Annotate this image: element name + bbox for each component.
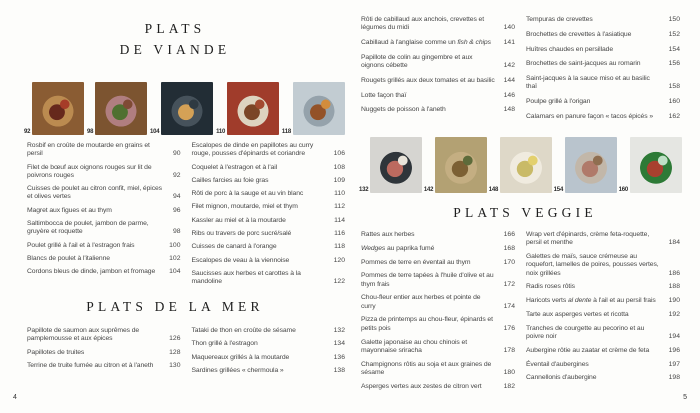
photo-item [554, 137, 617, 193]
dish-photo-roti-de-porc-plat-fond-rouge [227, 82, 279, 135]
dish-page-number: 182 [503, 382, 515, 390]
dish-page-number: 162 [668, 112, 680, 120]
toc-entry [27, 268, 181, 276]
dish-page-number: 120 [333, 256, 345, 264]
dish-title: Tataki de thon en croûte de sésame [191, 327, 296, 334]
dish-page-number: 180 [503, 368, 515, 376]
dish-title: Cailles farcies au foie gras [191, 176, 269, 184]
toc-entry [361, 16, 515, 33]
dish-photo-tataki-de-thon-assiette-noire [370, 137, 422, 193]
dish-page-number: 141 [503, 39, 515, 47]
dish-page-number: 196 [668, 346, 680, 354]
toc-entry [526, 297, 680, 305]
dish-page-number: 96 [172, 206, 181, 214]
viande-photo-strip [24, 82, 345, 135]
dish-title: Wrap vert d'épinards, crème feta-roquette, persil et menthe [526, 231, 650, 247]
toc-entry [27, 349, 181, 357]
dish-title: Haricots verts al dente à l'ail et au persil frais [526, 297, 656, 305]
toc-entry [27, 142, 181, 159]
toc-entry [526, 46, 680, 54]
toc-entry [526, 31, 680, 39]
dish-page-number: 112 [334, 203, 345, 211]
dish-title: Calamars en panure façon « tacos épicés » [526, 112, 654, 120]
dish-title: Magret aux figues et au thym [27, 206, 112, 214]
photo-page-number: 104 [149, 129, 160, 135]
dish-page-number: 98 [172, 228, 181, 236]
folio-right: 5 [683, 394, 687, 401]
toc-entry [526, 231, 680, 248]
toc-entry [361, 316, 515, 333]
dish-page-number: 148 [503, 106, 515, 114]
dish-page-number: 132 [333, 327, 345, 334]
mer-photo-strip [359, 137, 682, 193]
dish-page-number: 144 [503, 76, 515, 84]
toc-entry [192, 203, 346, 211]
dish-page-number: 146 [503, 91, 515, 99]
toc-entry [361, 92, 515, 100]
dish-title: Filet de bœuf aux oignons rouges sur lit de poivrons rouges [27, 163, 152, 179]
toc-column [27, 142, 181, 291]
dish-title: Saint-jacques à la sauce miso et au basilic thaï [526, 75, 650, 91]
dish-page-number: 192 [668, 310, 680, 318]
toc-entry [526, 253, 680, 278]
dish-title: Cordons bleus de dinde, jambon et fromage [27, 268, 156, 276]
dish-page-number: 152 [668, 30, 680, 38]
toc-entry [361, 106, 515, 114]
dish-page-number: 122 [333, 278, 345, 286]
dish-page-number: 160 [668, 98, 680, 106]
toc-entry [361, 245, 515, 253]
dish-title: Huîtres chaudes en persillade [526, 45, 614, 53]
dish-title: Maquereaux grillés à la moutarde [191, 353, 290, 361]
dish-page-number: 174 [503, 302, 515, 310]
toc-entry [192, 354, 346, 362]
dish-page-number: 150 [668, 16, 680, 23]
dish-title: Brochettes de saint-jacques au romarin [526, 60, 641, 68]
toc-entry [526, 16, 680, 24]
dish-page-number: 168 [503, 244, 515, 252]
dish-page-number: 102 [169, 254, 181, 262]
photo-item [282, 82, 345, 135]
dish-title: Brochettes de crevettes à l'asiatique [526, 30, 632, 38]
dish-page-number: 104 [169, 268, 181, 276]
dish-title: Papillote de colin au gingembre et aux oignons cébette [361, 53, 473, 70]
dish-page-number: 184 [668, 239, 680, 247]
photo-page-number: 98 [86, 129, 94, 135]
dish-page-number: 190 [668, 297, 680, 305]
photo-item [489, 137, 552, 193]
dish-title: Rattes aux herbes [361, 231, 415, 238]
toc-entry [192, 177, 346, 185]
dish-page-number: 142 [503, 62, 515, 70]
toc-entry [27, 220, 181, 237]
dish-title: Poulet grillé à l'ail et à l'estragon frais [27, 241, 135, 249]
section-title-line: PLATS [144, 21, 206, 36]
photo-page-number: 110 [216, 129, 226, 135]
toc-entry [192, 217, 346, 225]
right-page [350, 0, 700, 413]
dish-title: Cuisses de poulet au citron confit, miel, épices et olives vertes [27, 185, 162, 201]
dish-title: Filet mignon, moutarde, miel et thym [191, 203, 298, 211]
dish-page-number: 197 [668, 360, 680, 368]
toc-entry [526, 113, 680, 121]
photo-page-number: 118 [281, 129, 291, 135]
dish-page-number: 170 [503, 258, 515, 266]
dish-title: Cabillaud à l'anglaise comme un fish & chips [361, 39, 491, 47]
toc-column [192, 327, 346, 380]
dish-page-number: 92 [172, 171, 181, 179]
toc-entry [192, 367, 346, 375]
dish-page-number: 178 [503, 346, 515, 354]
toc-entry [526, 60, 680, 68]
dish-photo-poulpe-grille-plat-vert [630, 137, 682, 193]
dish-title: Tempuras de crevettes [526, 16, 593, 23]
dish-page-number: 138 [333, 366, 345, 374]
dish-title: Poulpe grillé à l'origan [526, 98, 591, 106]
dish-title: Terrine de truite fumée au citron et à l'aneth [27, 361, 154, 369]
dish-page-number: 130 [169, 361, 181, 369]
photo-page-number: 154 [553, 187, 564, 193]
dish-title: Escalopes de veau à la viennoise [191, 256, 290, 264]
dish-title: Escalopes de dinde en papillotes au curry rouge, pousses d'épinards et coriandre [191, 142, 314, 158]
dish-title: Wedges au paprika fumé [361, 244, 435, 252]
dish-page-number: 158 [668, 83, 680, 91]
toc-column [526, 231, 680, 396]
photo-page-number: 148 [488, 187, 499, 193]
dish-page-number: 134 [333, 340, 345, 348]
dish-title: Coquelet à l'estragon et à l'ail [191, 163, 278, 171]
dish-photo-saltimbocca-salade-assiette-rose [95, 82, 147, 135]
section-title-line: PLATS DE LA MER [86, 299, 264, 314]
dish-title: Chou-fleur entier aux herbes et pointe de curry [361, 294, 481, 310]
toc-entry [27, 164, 181, 181]
toc-column [27, 327, 181, 380]
dish-title: Thon grillé à l'estragon [191, 340, 258, 348]
section-title-plats-de-viande [0, 19, 350, 61]
toc-column [361, 231, 515, 396]
toc-entry [27, 327, 181, 344]
toc-entry [361, 77, 515, 85]
toc-entry [526, 325, 680, 342]
dish-page-number: 126 [169, 335, 181, 343]
dish-page-number: 176 [503, 324, 515, 332]
toc-entry [361, 294, 515, 311]
photo-item [424, 137, 487, 193]
toc-entry [27, 207, 181, 215]
dish-page-number: 194 [668, 333, 680, 341]
dish-page-number: 140 [503, 24, 515, 32]
toc-entry [192, 270, 346, 287]
dish-title: Éventail d'aubergines [526, 360, 589, 368]
photo-page-number: 160 [618, 187, 628, 193]
dish-photo-papillote-de-colin-grille [435, 137, 487, 193]
dish-title: Rosbif en croûte de moutarde en grains et persil [27, 142, 150, 158]
dish-page-number: 128 [169, 348, 181, 356]
folio-left: 4 [13, 394, 17, 401]
toc-entry [526, 98, 680, 106]
toc-entry [526, 311, 680, 319]
toc-entry [361, 361, 515, 378]
dish-title: Saucisses aux herbes et carottes à la mandoline [191, 269, 301, 286]
toc-entry [361, 259, 515, 267]
dish-title: Rôti de cabillaud aux anchois, crevettes et légumes du midi [361, 16, 485, 32]
dish-title: Papillotes de truites [27, 348, 85, 356]
toc-entry [361, 272, 515, 289]
dish-page-number: 172 [503, 280, 515, 288]
toc-entry [526, 347, 680, 355]
toc-entry [27, 185, 181, 202]
photo-item [359, 137, 422, 193]
dish-page-number: 198 [668, 374, 680, 382]
photo-item [24, 82, 84, 135]
toc-entry [526, 374, 680, 382]
toc-entry [192, 142, 346, 159]
photo-page-number: 132 [359, 187, 369, 193]
dish-title: Tranches de courgette au pecorino et au poivre noir [526, 324, 645, 341]
photo-page-number: 92 [24, 129, 31, 135]
toc-entry [27, 242, 181, 250]
toc-entry [361, 339, 515, 356]
dish-page-number: 154 [668, 45, 680, 53]
dish-page-number: 108 [333, 163, 345, 171]
toc-entry [192, 164, 346, 172]
toc-entry [361, 39, 515, 47]
toc-column [526, 16, 680, 128]
dish-title: Ribs ou travers de porc sucré/salé [191, 229, 292, 237]
section-title-plats-veggie [350, 203, 700, 224]
toc-entry [526, 75, 680, 92]
dish-page-number: 114 [334, 216, 345, 224]
toc-entry [192, 257, 346, 265]
toc-entry [192, 230, 346, 238]
dish-page-number: 188 [668, 283, 680, 291]
dish-title: Blancs de poulet à l'italienne [27, 254, 110, 262]
photo-item [619, 137, 682, 193]
toc-entry [526, 361, 680, 369]
dish-title: Galettes de maïs, sauce crémeuse au roquefort, lamelles de poires, pousses vertes, noix grillées [526, 253, 659, 277]
dish-photo-huitres-chaudes-sur-glace [565, 137, 617, 193]
toc-entry [27, 255, 181, 263]
dish-page-number: 136 [333, 353, 345, 361]
dish-photo-cuisse-de-canard-orange-assiette-grise [293, 82, 345, 135]
dish-title: Cuisses de canard à l'orange [191, 243, 277, 251]
dish-title: Asperges vertes aux zestes de citron vert [361, 382, 482, 390]
dish-page-number: 109 [333, 176, 345, 184]
photo-item [87, 82, 147, 135]
toc-entry [192, 340, 346, 348]
dish-title: Nuggets de poisson à l'aneth [361, 106, 446, 114]
dish-title: Papillote de saumon aux suprêmes de pamplemousse et aux épices [27, 327, 140, 343]
dish-page-number: 110 [334, 190, 345, 198]
mer-toc-columns-left-page [27, 327, 345, 380]
viande-toc-columns [27, 142, 345, 291]
dish-page-number: 100 [169, 241, 181, 249]
dish-title: Radis roses rôtis [526, 283, 575, 291]
dish-page-number: 106 [333, 150, 345, 158]
photo-item [150, 82, 213, 135]
toc-column [192, 142, 346, 291]
photo-page-number: 142 [423, 187, 434, 193]
section-title-line: DE VIANDE [119, 41, 231, 57]
dish-photo-rosbif-aux-poivrons-sur-bois [32, 82, 84, 135]
dish-title: Kassler au miel et à la moutarde [191, 216, 286, 224]
toc-entry [27, 362, 181, 370]
dish-title: Saltimbocca de poulet, jambon de parme, gruyère et roquette [27, 219, 149, 236]
mer-toc-columns-right-page [361, 16, 680, 128]
dish-title: Rôti de porc à la sauge et au vin blanc [191, 190, 304, 198]
dish-title: Pommes de terre en éventail au thym [361, 258, 471, 266]
toc-entry [192, 190, 346, 198]
dish-page-number: 94 [172, 193, 181, 201]
dish-page-number: 156 [668, 60, 680, 68]
toc-entry [526, 283, 680, 291]
dish-page-number: 166 [503, 231, 515, 238]
dish-title: Pizza de printemps au chou-fleur, épinards et petits pois [361, 316, 493, 332]
dish-title: Tarte aux asperges vertes et ricotta [526, 310, 629, 318]
photo-item [216, 82, 279, 135]
dish-photo-cordon-bleu-poele-fond-sombre [161, 82, 213, 135]
dish-title: Pommes de terre tapées à l'huile d'olive et au thym frais [361, 272, 494, 288]
veggie-toc-columns [361, 231, 680, 396]
toc-entry [192, 243, 346, 251]
dish-page-number: 116 [334, 229, 345, 237]
dish-photo-nuggets-de-poisson-bols [500, 137, 552, 193]
dish-title: Sardines grillées « chermoula » [191, 366, 284, 374]
toc-entry [361, 54, 515, 71]
toc-entry [361, 231, 515, 239]
section-title-plats-de-la-mer [0, 297, 350, 318]
dish-title: Aubergine rôtie au zaatar et crème de feta [526, 346, 650, 354]
dish-page-number: 118 [334, 243, 345, 251]
toc-column [361, 16, 515, 128]
dish-title: Champignons rôtis au soja et aux graines de sésame [361, 360, 492, 376]
toc-entry [192, 327, 346, 335]
section-title-line: PLATS VEGGIE [453, 205, 597, 220]
dish-title: Lotte façon thaï [361, 91, 407, 99]
dish-title: Rougets grillés aux deux tomates et au basilic [361, 76, 495, 84]
dish-page-number: 90 [172, 150, 181, 158]
toc-entry [361, 383, 515, 391]
dish-page-number: 186 [668, 269, 680, 277]
dish-title: Galette japonaise au chou chinois et mayonnaise sriracha [361, 338, 467, 354]
dish-title: Cannellonis d'aubergine [526, 374, 597, 382]
